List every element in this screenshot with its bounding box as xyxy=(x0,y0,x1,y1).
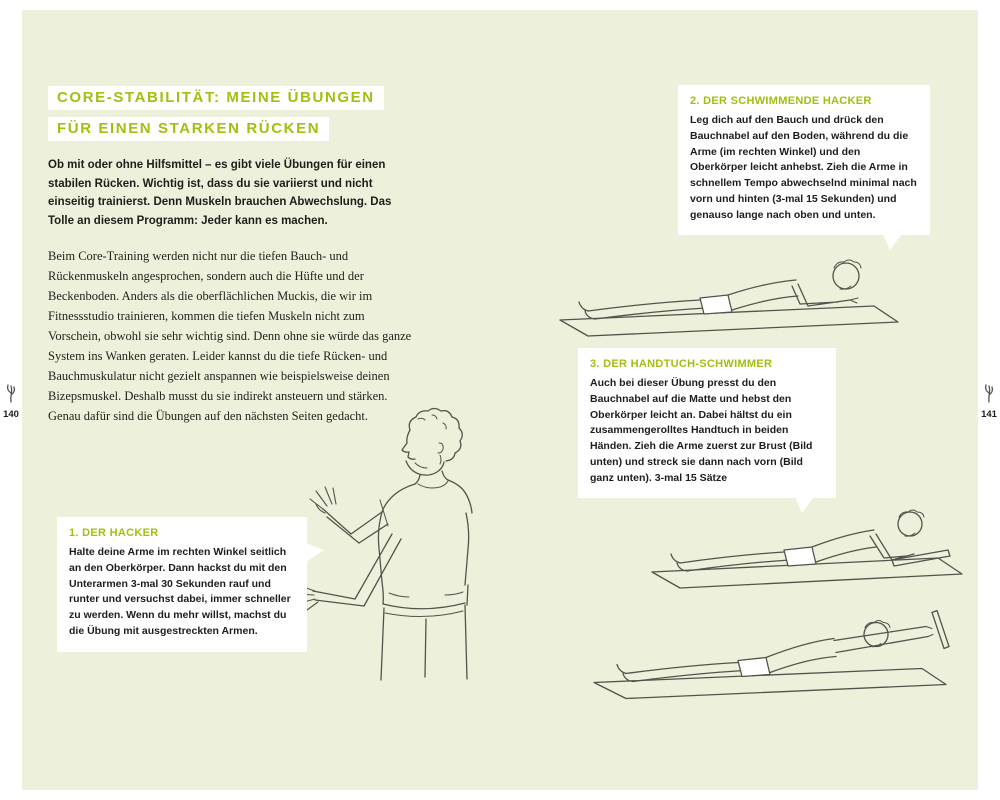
exercise-1-heading: 1. DER HACKER xyxy=(69,527,159,539)
towel-forward-illustration xyxy=(582,588,972,703)
title-line-2: FÜR EINEN STARKEN RÜCKEN xyxy=(48,117,329,141)
exercise-1-box xyxy=(57,517,307,652)
page-title xyxy=(48,86,384,148)
towel-chest-illustration xyxy=(640,490,970,590)
title-line-1: CORE-STABILITÄT: MEINE ÜBUNGEN xyxy=(48,86,384,110)
exercise-2-box xyxy=(678,85,930,235)
page-number-left: 140 xyxy=(3,409,19,420)
left-page-margin xyxy=(0,382,22,420)
sprig-ornament-icon xyxy=(5,382,17,404)
exercise-3-text: Auch bei dieser Übung presst du den Bauchnabel auf die Matte und hebst den Oberkörper leicht an. Dabei hältst du ein zusammengerolltes Handtuch in beiden Händen. Zieh die Arme zuerst zur Brust (Bild unten) und streck sie dann nach vorn (Bild ganz unten). 3-mal 15 Sätze xyxy=(590,377,813,484)
exercise-1-text: Halte deine Arme im rechten Winkel seitlich an den Oberkörper. Dann hackst du mit den Unterarmen 3-mal 30 Sekunden rauf und runter und versuchst dabei, immer schneller zu werden. Wenn du mehr willst, machst du die Übung mit ausgestreckten Armen. xyxy=(69,546,291,637)
exercise-2-text: Leg dich auf den Bauch und drück den Bauchnabel auf den Boden, während du die Arme (im rechten Winkel) und den Oberkörper leicht anhebst. Zieh die Arme in schnellem Tempo abwechselnd minimal nach vorn und hinten (3-mal 15 Sekunden) und genauso lange nach oben und unten. xyxy=(690,114,917,221)
body-paragraph: Beim Core-Training werden nicht nur die tiefen Bauch- und Rückenmuskeln angesprochen, sondern auch die Hüfte und der Beckenboden. Anders als die oberflächlichen Muckis, die wir im Fitnessstudio trainieren, kommen die tiefen Muskeln nicht zum Vorschein, obwohl sie sehr wichtig sind. Denn ohne sie würde das ganze System ins Wanken geraten. Leider kannst du die tiefe Rücken- und Bauchmuskulatur nicht gezielt anspannen wie beispielsweise deinen Bizepsmuskel. Deshalb musst du sie indirekt ansteuern und stärken. Genau dafür sind die Übungen auf den nächsten Seiten gedacht. xyxy=(48,249,412,423)
prone-swimmer-illustration xyxy=(548,238,908,338)
sprig-ornament-icon xyxy=(983,382,995,404)
exercise-3-heading: 3. DER HANDTUCH-SCHWIMMER xyxy=(590,358,773,370)
right-page-margin xyxy=(978,382,1000,420)
exercise-2-heading: 2. DER SCHWIMMENDE HACKER xyxy=(690,95,872,107)
page-number-right: 141 xyxy=(981,409,997,420)
exercise-3-box xyxy=(578,348,836,498)
speech-tail-icon xyxy=(306,543,324,562)
intro-paragraph: Ob mit oder ohne Hilfsmittel – es gibt viele Übungen für einen stabilen Rücken. Wichtig ist, dass du sie variierst und nicht einseitig trainierst. Denn Muskeln brauchen Abwechslung. Das Tolle an diesem Programm: Jeder kann es machen. xyxy=(48,159,392,227)
